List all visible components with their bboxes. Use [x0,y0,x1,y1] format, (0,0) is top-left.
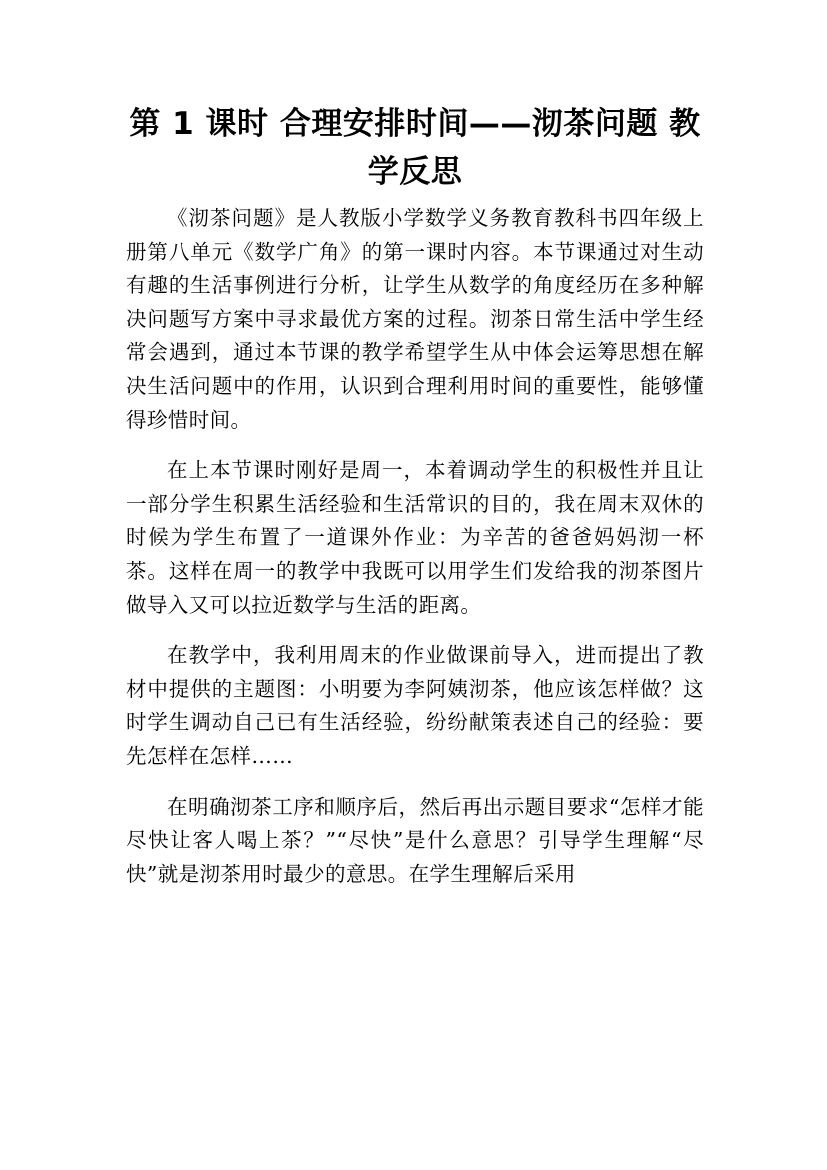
paragraph: 在教学中，我利用周末的作业做课前导入，进而提出了教材中提供的主题图：小明要为李阿姨沏茶，他应该怎样做？这时学生调动自己已有生活经验，纷纷献策表述自己的经验：要先怎样在怎样…… [126,643,704,768]
paragraph: 《沏茶问题》是人教版小学数学义务教育教科书四年级上册第八单元《数学广角》的第一课时内容。本节课通过对生动有趣的生活事例进行分析，让学生从数学的角度经历在多种解决问题写方案中寻求最优方案的过程。沏茶日常生活中学生经常会遇到，通过本节课的教学希望学生从中体会运筹思想在解决生活问题中的作用，认识到合理利用时间的重要性，能够懂得珍惜时间。 [126,206,704,432]
document-title: 第 1 课时 合理安排时间——沏茶问题 教学反思 [129,106,701,190]
paragraph: 在上本节课时刚好是周一，本着调动学生的积极性并且让一部分学生积累生活经验和生活常识的目的，我在周末双休的时候为学生布置了一道课外作业：为辛苦的爸爸妈妈沏一杯茶。这样在周一的教学中我既可以用学生们发给我的沏茶图片做导入又可以拉近数学与生活的距离。 [126,458,704,617]
document-body [126,202,704,908]
paragraph: 在明确沏茶工序和顺序后，然后再出示题目要求“怎样才能尽快让客人喝上茶？”“尽快”是什么意思？引导学生理解“尽快”就是沏茶用时最少的意思。在学生理解后采用 [126,794,704,886]
